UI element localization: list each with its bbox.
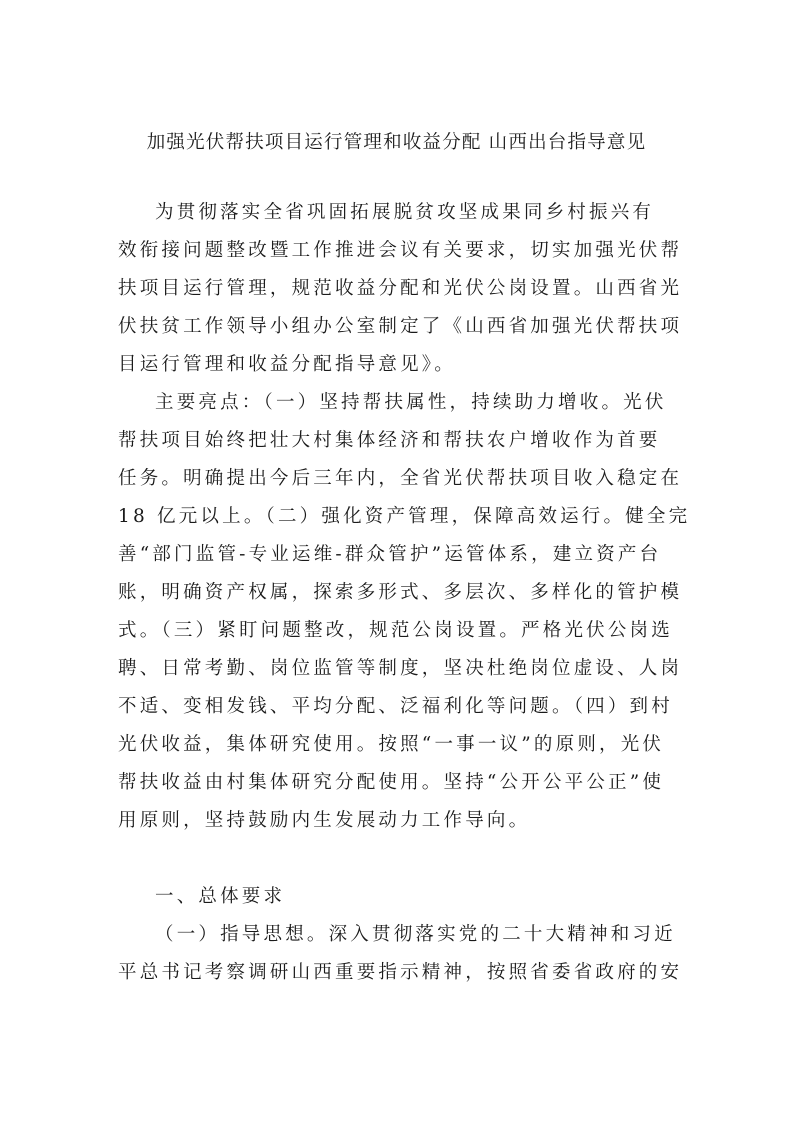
paragraph-line: 扶项目运行管理，规范收益分配和光伏公岗设置。山西省光: [118, 278, 683, 299]
paragraph-line: 帮扶收益由村集体研究分配使用。坚持“公开公平公正”使: [118, 772, 665, 793]
paragraph-guiding-thought: [118, 916, 683, 992]
paragraph-line: 18 亿元以上。（二）强化资产管理，保障高效运行。健全完: [118, 506, 691, 527]
document-title: 加强光伏帮扶项目运行管理和收益分配 山西出台指导意见: [146, 132, 647, 153]
paragraph-line: 主要亮点：（一）坚持帮扶属性，持续助力增收。光伏: [155, 392, 667, 413]
paragraph-line: 平总书记考察调研山西重要指示精神，按照省委省政府的安: [118, 962, 683, 983]
paragraph-line: 用原则，坚持鼓励内生发展动力工作导向。: [118, 810, 531, 831]
paragraph-line: 帮扶项目始终把壮大村集体经济和帮扶农户增收作为首要: [118, 430, 661, 451]
paragraph-line: 伏扶贫工作领导小组办公室制定了《山西省加强光伏帮扶项: [118, 316, 683, 337]
paragraph-line: 不适、变相发钱、平均分配、泛福利化等问题。（四）到村: [118, 696, 673, 717]
paragraph-intro: [118, 194, 683, 384]
paragraph-line: （一）指导思想。深入贯彻落实党的二十大精神和习近: [155, 924, 676, 945]
paragraph-line: 善“部门监管-专业运维-群众管护”运管体系，建立资产台: [118, 544, 662, 565]
paragraph-line: 聘、日常考勤、岗位监管等制度，坚决杜绝岗位虚设、人岗: [118, 658, 683, 679]
section-heading-text: 一、总体要求: [155, 886, 286, 907]
paragraph-line: 账，明确资产权属，探索多形式、多层次、多样化的管护模: [118, 582, 683, 603]
paragraph-line: 任务。明确提出今后三年内，全省光伏帮扶项目收入稳定在: [118, 468, 683, 489]
paragraph-line: 式。（三）紧盯问题整改，规范公岗设置。严格光伏公岗选: [118, 620, 673, 641]
paragraph-line: 效衔接问题整改暨工作推进会议有关要求，切实加强光伏帮: [118, 240, 683, 261]
paragraph-line: 目运行管理和收益分配指导意见》。: [118, 354, 456, 375]
paragraph-highlights: [118, 384, 691, 840]
paragraph-line: 为贯彻落实全省巩固拓展脱贫攻坚成果同乡村振兴有: [155, 202, 655, 223]
paragraph-line: 光伏收益，集体研究使用。按照“一事一议”的原则，光伏: [118, 734, 665, 755]
section-heading: [118, 878, 674, 916]
